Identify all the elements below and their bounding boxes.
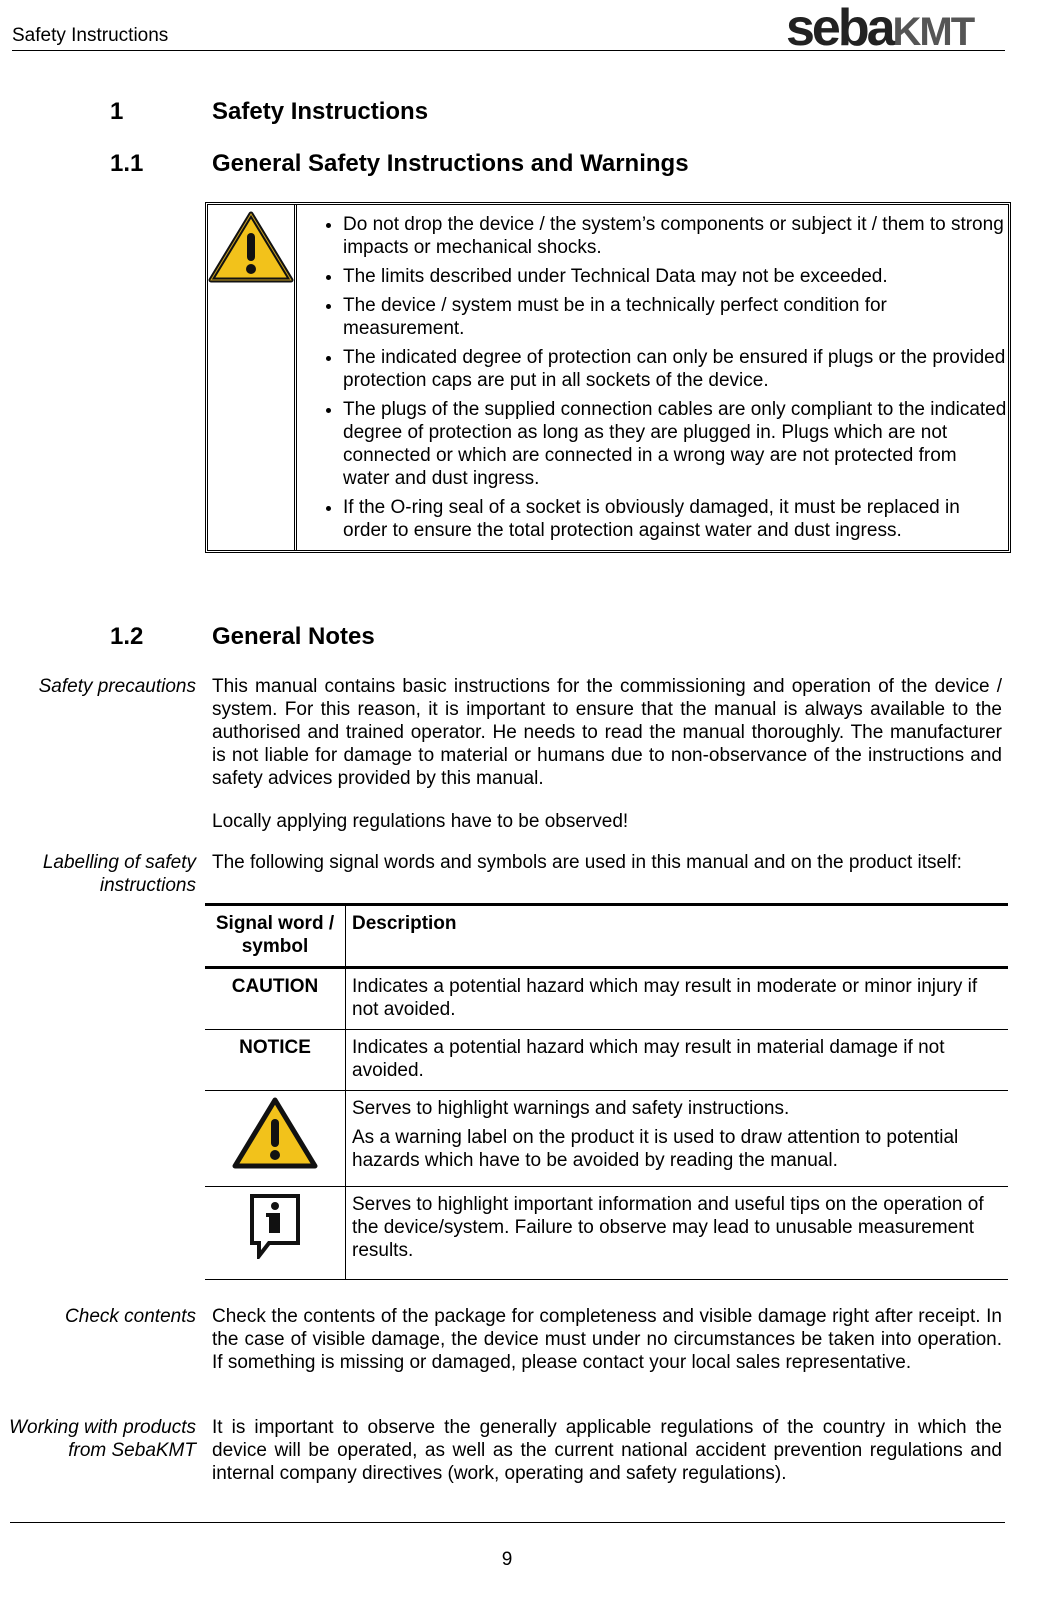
page-number: 9: [501, 1549, 513, 1570]
warning-triangle-icon: [205, 1091, 346, 1187]
warning-box: [205, 202, 1011, 553]
sebakmt-logo: sebaKMT: [786, 0, 974, 57]
signal-word: NOTICE: [205, 1030, 346, 1091]
section-title: General Notes: [212, 623, 375, 650]
section-number: 1.1: [110, 150, 144, 177]
margin-label: Check contents: [65, 1306, 196, 1327]
table-header-row: [205, 905, 1008, 968]
table-row: [205, 1187, 1008, 1280]
margin-label: Working with products from SebaKMT: [9, 1417, 196, 1461]
paragraph: The following signal words and symbols are used in this manual and on the product itself:: [212, 852, 962, 873]
warning-triangle-icon: [208, 205, 297, 550]
header-divider: [12, 50, 1005, 51]
paragraph: This manual contains basic instructions for the commissioning and operation of the device / system. For this reason, it is important to ensure that the manual is always available to the authorised and trained operator. He needs to read the manual thoroughly. The manufacturer is not liable for damage to material or humans due to non-observance of the instructions and safety advices provided by this manual.: [212, 676, 1002, 789]
list-item: • The plugs of the supplied connection cables are only compliant to the indicated degree of protection as long as they are plugged in. Plugs which are not connected or which are connected in a wrong way are not protected from water and dust ingress.: [343, 398, 1008, 490]
list-item: • Do not drop the device / the system’s components or subject it / them to strong impacts or mechanical shocks.: [343, 213, 1008, 259]
description: Indicates a potential hazard which may result in moderate or minor injury if not avoided.: [346, 968, 1009, 1030]
section-title: Safety Instructions: [212, 98, 429, 125]
signal-word: CAUTION: [205, 968, 346, 1030]
column-header: Signal word / symbol: [205, 905, 346, 968]
margin-label: Labelling of safety instructions: [42, 852, 196, 896]
paragraph: Check the contents of the package for completeness and visible damage right after receipt. In the case of visible damage, the device must under no circumstances be taken into operation. If something is missing or damaged, please contact your local sales representative.: [212, 1306, 1002, 1373]
list-item: • If the O-ring seal of a socket is obviously damaged, it must be replaced in order to ensure the total protection against water and dust ingress.: [343, 496, 1008, 542]
signal-words-table: [205, 903, 1008, 1280]
description-line: Serves to highlight warnings and safety instructions.: [352, 1098, 790, 1119]
safety-bullet-list: [297, 213, 1008, 550]
footer-divider: [10, 1522, 1005, 1523]
table-row: [205, 1030, 1008, 1091]
description: [346, 1091, 1009, 1187]
list-item: • The limits described under Technical Data may not be exceeded.: [343, 265, 1008, 288]
section-number: 1.2: [110, 623, 144, 650]
list-item: • The indicated degree of protection can only be ensured if plugs or the provided protection caps are put in all sockets of the device.: [343, 346, 1008, 392]
column-header: Description: [346, 905, 1009, 968]
description: Serves to highlight important information and useful tips on the operation of the device/system. Failure to observe may lead to unusable measurement results.: [346, 1187, 1009, 1280]
header-title: Safety Instructions: [12, 25, 169, 46]
info-icon: [205, 1187, 346, 1280]
description-line: As a warning label on the product it is used to draw attention to potential hazards which have to be avoided by reading the manual.: [352, 1127, 959, 1171]
paragraph: It is important to observe the generally applicable regulations of the country in which the device will be operated, as well as the current national accident prevention regulations and internal company directives (work, operating and safety regulations).: [212, 1417, 1002, 1484]
table-row: [205, 968, 1008, 1030]
margin-label: Safety precautions: [38, 676, 196, 697]
section-title: General Safety Instructions and Warnings: [212, 150, 689, 177]
paragraph: Locally applying regulations have to be observed!: [212, 811, 629, 832]
list-item: • The device / system must be in a technically perfect condition for measurement.: [343, 294, 1008, 340]
description: Indicates a potential hazard which may result in material damage if not avoided.: [346, 1030, 1009, 1091]
table-row: [205, 1091, 1008, 1187]
section-number: 1: [110, 98, 124, 125]
